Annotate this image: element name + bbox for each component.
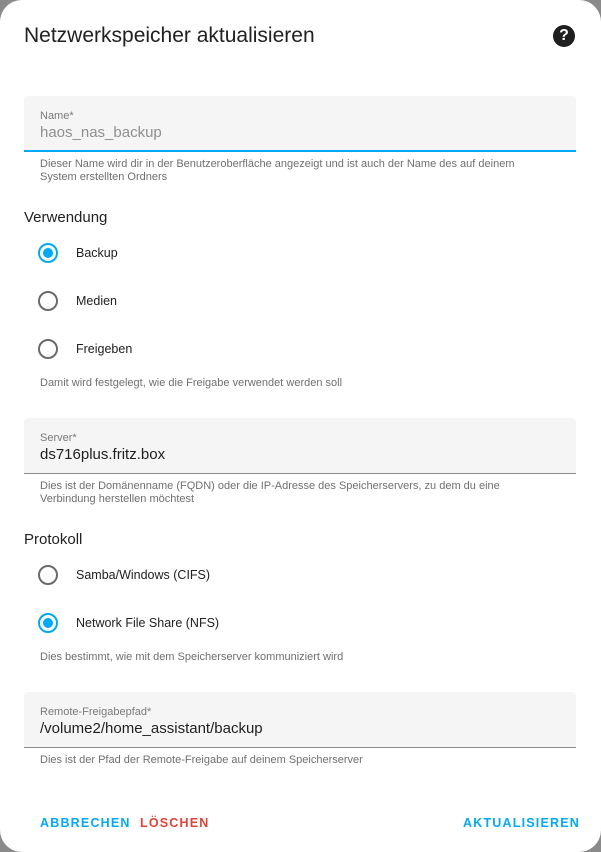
protocol-title: Protokoll	[24, 531, 83, 548]
remote-path-field[interactable]	[24, 692, 576, 748]
radio-usage-media[interactable]	[36, 289, 436, 313]
name-field[interactable]	[24, 96, 576, 152]
radio-usage-media-label: Medien	[76, 294, 117, 308]
radio-usage-share-circle[interactable]	[38, 339, 58, 359]
radio-usage-media-circle[interactable]	[38, 291, 58, 311]
radio-usage-backup[interactable]	[36, 241, 436, 265]
radio-usage-backup-circle[interactable]	[38, 243, 58, 263]
radio-usage-backup-label: Backup	[76, 246, 118, 260]
server-field-label: Server*	[40, 432, 77, 444]
protocol-helper: Dies bestimmt, wie mit dem Speicherserver kommuniziert wird	[40, 651, 344, 663]
delete-button[interactable]: LÖSCHEN	[140, 816, 210, 830]
usage-helper: Damit wird festgelegt, wie die Freigabe verwendet werden soll	[40, 377, 343, 389]
name-field-value: haos_nas_backup	[40, 124, 162, 141]
radio-protocol-nfs-label: Network File Share (NFS)	[76, 616, 220, 630]
remote-path-field-value: /volume2/home_assistant/backup	[40, 720, 263, 737]
server-field-helper: Dies ist der Domänenname (FQDN) oder die IP-Adresse des Speicherservers, zu dem du eine Verbindung herstellen möchtest	[40, 480, 500, 505]
radio-protocol-cifs-label: Samba/Windows (CIFS)	[76, 568, 211, 582]
radio-usage-share-label: Freigeben	[76, 342, 133, 356]
radio-protocol-nfs[interactable]	[36, 611, 436, 635]
radio-protocol-nfs-circle[interactable]	[38, 613, 58, 633]
usage-title: Verwendung	[24, 209, 108, 226]
cancel-button[interactable]: ABBRECHEN	[40, 816, 131, 830]
radio-protocol-cifs-circle[interactable]	[38, 565, 58, 585]
help-circle-icon[interactable]: ?	[553, 25, 575, 47]
remote-path-field-helper: Dies ist der Pfad der Remote-Freigabe auf deinem Speicherserver	[40, 754, 363, 766]
remote-path-field-label: Remote-Freigabepfad*	[40, 706, 152, 718]
name-field-label: Name*	[40, 110, 74, 122]
radio-protocol-cifs[interactable]	[36, 563, 436, 587]
update-button[interactable]: AKTUALISIEREN	[463, 816, 580, 830]
server-field[interactable]	[24, 418, 576, 474]
server-field-value: ds716plus.fritz.box	[40, 446, 166, 463]
radio-usage-share[interactable]	[36, 337, 436, 361]
dialog-title: Netzwerkspeicher aktualisieren	[24, 24, 315, 47]
name-field-helper: Dieser Name wird dir in der Benutzeroberfläche angezeigt und ist auch der Name des auf deinem System erstellten Ordners	[40, 158, 515, 183]
